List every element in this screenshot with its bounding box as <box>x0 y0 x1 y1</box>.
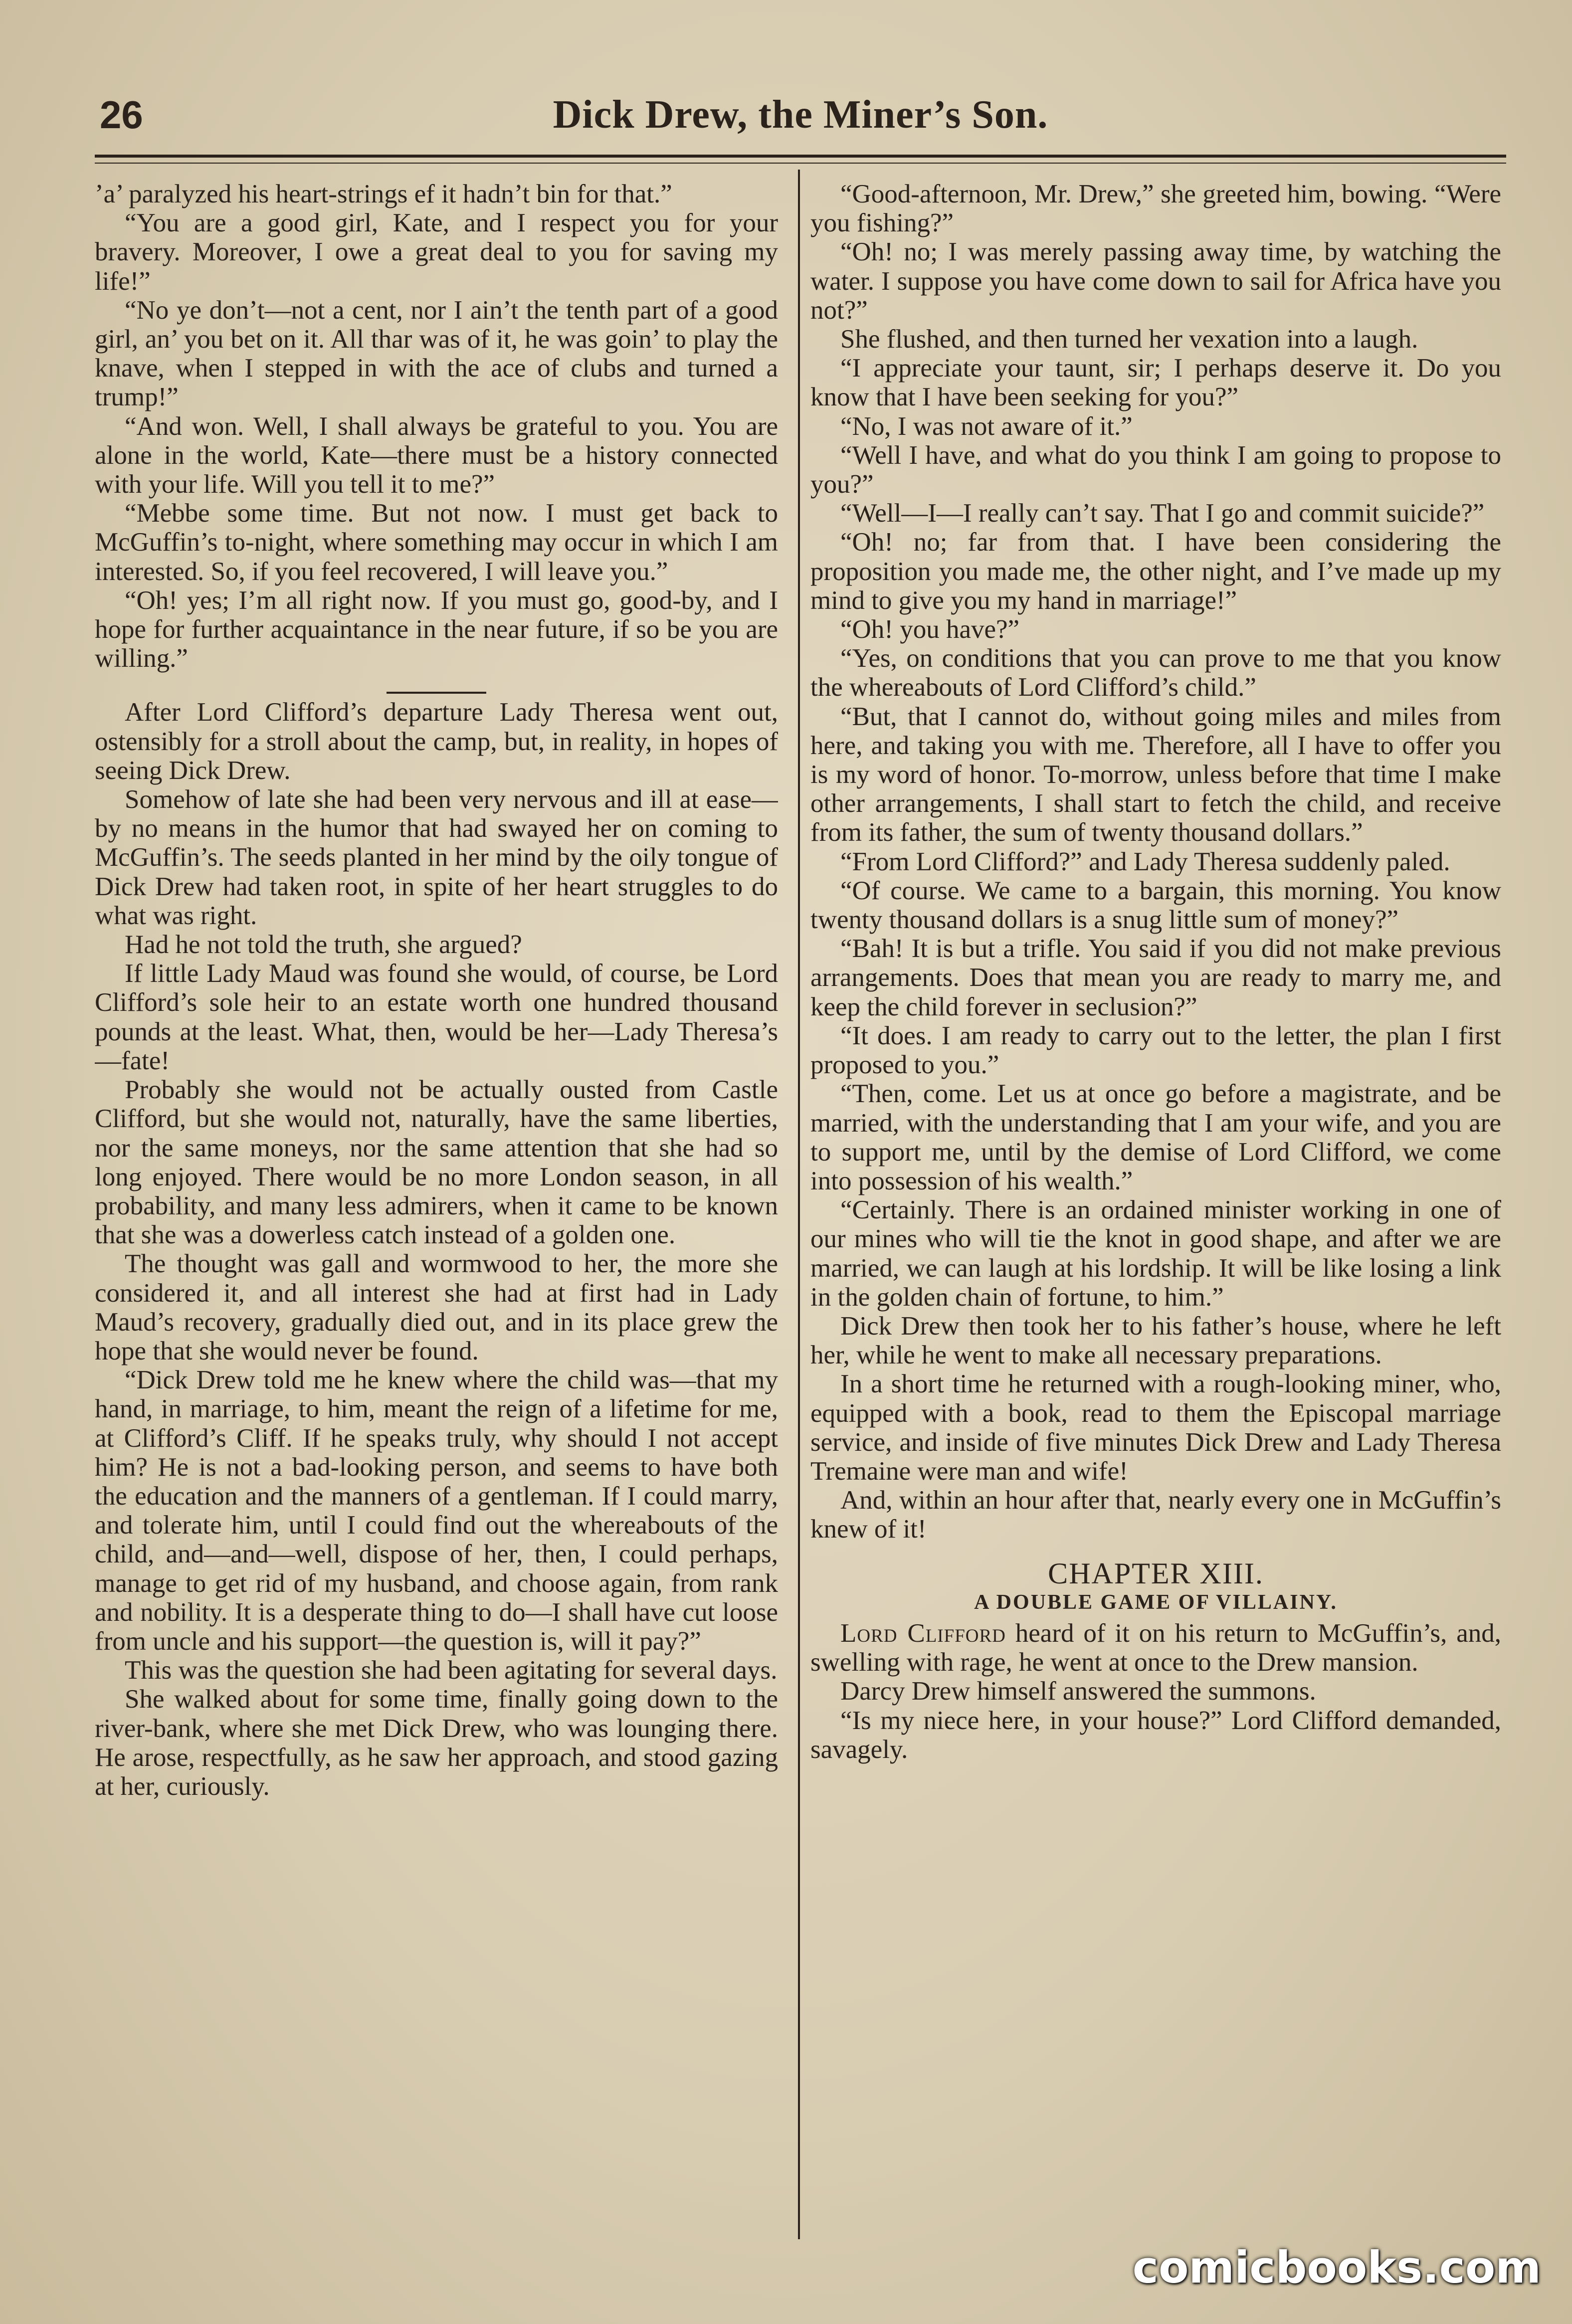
paragraph: This was the question she had been agitating for several days. <box>125 1656 778 1685</box>
paragraph: “I appreciate your taunt, sir; I perhaps deserve it. Do you know that I have been seeking for you?” <box>810 354 1501 412</box>
paragraph: “Mebbe some time. But not now. I must get back to McGuffin’s to-night, where something may occur in which I am interested. So, if you feel recovered, I will leave you.” <box>95 499 778 586</box>
paragraph: “Oh! yes; I’m all right now. If you must go, good-by, and I hope for further acquaintance in the near future, if so be you are willing.” <box>95 585 778 673</box>
running-title: Dick Drew, the Miner’s Son. <box>553 93 1048 137</box>
paragraph: Had he not told the truth, she argued? <box>125 930 522 960</box>
paragraph: “No, I was not aware of it.” <box>840 411 1133 441</box>
paragraph: If little Lady Maud was found she would, of course, be Lord Clifford’s sole heir to an estate worth one hundred thousand pounds at the least. What, then, would be her—Lady Theresa’s—fate! <box>95 959 778 1075</box>
paragraph: “Of course. We came to a bargain, this morning. You know twenty thousand dollars is a snug little sum of money?” <box>810 876 1501 935</box>
paragraph: “But, that I cannot do, without going miles and miles from here, and taking you with me. Therefore, all I have to offer you is my word of honor. To-morrow, unless before that time I make other arrangements, I shall start to fetch the child, and receive from its father, the sum of twenty thousand dollars.” <box>810 702 1501 847</box>
page-number: 26 <box>100 93 143 137</box>
paragraph: Probably she would not be actually ousted from Castle Clifford, but she would not, naturally, have the same liberties, nor the same moneys, nor the same attention that she had so long enjoyed. There would be no more London season, in all probability, and many less admirers, when it came to be known that she was a dowerless catch instead of a golden one. <box>95 1075 778 1250</box>
paragraph: “Is my niece here, in your house?” Lord Clifford demanded, savagely. <box>810 1706 1501 1764</box>
paragraph: ’a’ paralyzed his heart-strings ef it hadn’t bin for that.” <box>95 180 672 208</box>
left-column <box>95 180 778 2244</box>
paragraph: The thought was gall and wormwood to her, the more she considered it, and all interest she had at first had in Lady Maud’s recovery, gradually died out, and in its place grew the hope that she would never be found. <box>95 1249 778 1365</box>
paragraph: “Oh! you have?” <box>840 615 1020 644</box>
section-break-rule <box>387 692 486 694</box>
paragraph: “Dick Drew told me he knew where the child was—that my hand, in marriage, to him, meant the reign of a lifetime for me, at Clifford’s Cliff. If he speaks truly, why should I not accept him? He is not a bad-looking person, and seems to have both the education and the manners of a gentleman. If I could marry, and tolerate him, until I could find out the whereabouts of the child, and—and—well, dispose of her, then, I could perhaps, manage to get rid of my husband, and choose again, from rank and nobility. It is a desperate thing to do—I shall have cut loose from uncle and his support—the question is, will it pay?” <box>95 1365 778 1656</box>
paragraph: “Certainly. There is an ordained minister working in one of our mines who will tie the knot in good shape, and after we are married, we can laugh at his lordship. It will be like losing a link in the golden chain of fortune, to him.” <box>810 1195 1501 1312</box>
paragraph: “Oh! no; I was merely passing away time, by watching the water. I suppose you have come down to sail for Africa have you not?” <box>810 237 1501 325</box>
chapter-opening-text: heard of it on his return to McGuffin’s, and, swelling with rage, he went at once to the Drew mansion. <box>810 1618 1501 1677</box>
paragraph: And, within an hour after that, nearly every one in McGuffin’s knew of it! <box>810 1486 1501 1544</box>
paragraph: “And won. Well, I shall always be grateful to you. You are alone in the world, Kate—there must be a history connected with your life. Will you tell it to me?” <box>95 411 778 499</box>
paragraph: Dick Drew then took her to his father’s house, where he left her, while he went to make all necessary preparations. <box>810 1311 1501 1370</box>
paragraph: “Then, come. Let us at once go before a magistrate, and be married, with the understanding that I am your wife, and you are to support me, until by the demise of Lord Clifford, we come into possession of his wealth.” <box>810 1079 1501 1195</box>
paragraph: “It does. I am ready to carry out to the letter, the plan I first proposed to you.” <box>810 1021 1501 1080</box>
right-column <box>810 180 1501 2244</box>
header-rule-thin <box>95 163 1506 164</box>
paragraph: “Well I have, and what do you think I am going to propose to you?” <box>810 440 1501 499</box>
chapter-opening-paragraph <box>810 1619 1501 1677</box>
paragraph: Darcy Drew himself answered the summons. <box>840 1677 1316 1706</box>
paragraph: “Bah! It is but a trifle. You said if you did not make previous arrangements. Does that mean you are ready to marry me, and keep the child forever in seclusion?” <box>810 934 1501 1021</box>
paragraph: After Lord Clifford’s departure Lady Theresa went out, ostensibly for a stroll about the camp, but, in reality, in hopes of seeing Dick Drew. <box>95 698 778 785</box>
chapter-heading: CHAPTER XIII. <box>1048 1556 1264 1590</box>
paragraph: “Well—I—I really can’t say. That I go and commit suicide?” <box>840 499 1485 528</box>
paragraph: She walked about for some time, finally going down to the river-bank, where she met Dick Drew, who was lounging there. He arose, respectfully, as he saw her approach, and stood gazing at her, curiously. <box>95 1685 778 1801</box>
paragraph: “From Lord Clifford?” and Lady Theresa suddenly paled. <box>840 847 1450 876</box>
chapter-subtitle: A DOUBLE GAME OF VILLAINY. <box>974 1590 1338 1614</box>
paragraph: “Good-afternoon, Mr. Drew,” she greeted him, bowing. “Were you fishing?” <box>810 180 1501 238</box>
column-divider <box>798 170 800 2239</box>
header-rule <box>95 155 1506 158</box>
paragraph: “Yes, on conditions that you can prove to me that you know the whereabouts of Lord Clifford’s child.” <box>810 644 1501 702</box>
paragraph: “No ye don’t—not a cent, nor I ain’t the tenth part of a good girl, an’ you bet on it. All thar was of it, he was goin’ to play the knave, when I stepped in with the ace of clubs and turned a trump!” <box>95 295 778 412</box>
page-header <box>95 87 1506 147</box>
paragraph: “Oh! no; far from that. I have been considering the proposition you made me, the other night, and I’ve made up my mind to give you my hand in marriage!” <box>810 528 1501 615</box>
paragraph: She flushed, and then turned her vexation into a laugh. <box>840 325 1418 354</box>
paragraph: Somehow of late she had been very nervous and ill at ease—by no means in the humor that had swayed her on coming to McGuffin’s. The seeds planted in her mind by the oily tongue of Dick Drew had taken root, in spite of her heart struggles to do what was right. <box>95 785 778 930</box>
chapter-opening-smallcaps: Lord Clifford <box>840 1618 1006 1648</box>
watermark: comicbooks.com <box>1132 2242 1541 2293</box>
paragraph: In a short time he returned with a rough-looking miner, who, equipped with a book, read to them the Episcopal marriage service, and inside of five minutes Dick Drew and Lady Theresa Tremaine were man and wife! <box>810 1369 1501 1486</box>
paragraph: “You are a good girl, Kate, and I respect you for your bravery. Moreover, I owe a great deal to you for saving my life!” <box>95 208 778 296</box>
